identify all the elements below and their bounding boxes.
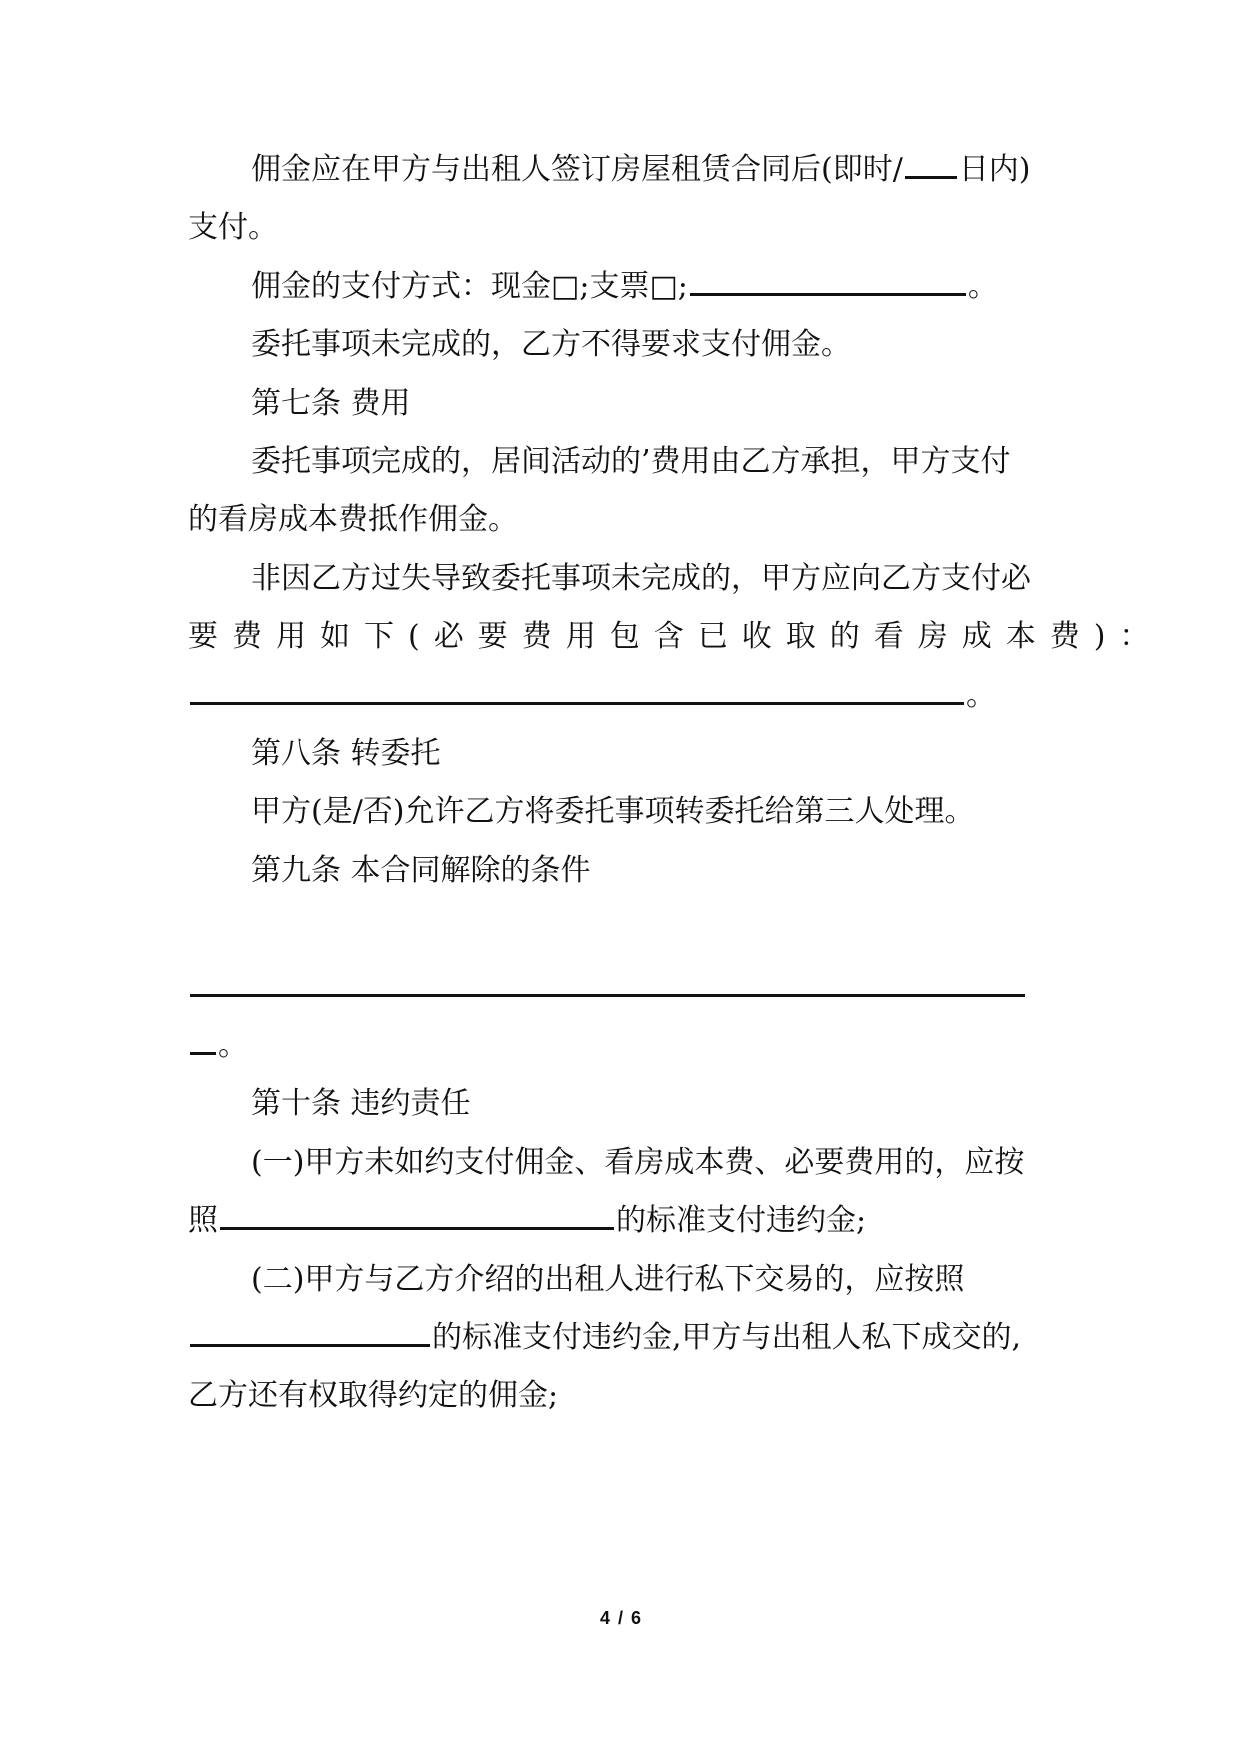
fees-para-line1: 委托事项完成的，居间活动的’费用由乙方承担，甲方支付 bbox=[251, 444, 1011, 479]
necessary-fees-line1: 非因乙方过失导致委托事项未完成的，甲方应向乙方支付必 bbox=[251, 561, 1031, 596]
fees-para-line2: 的看房成本费抵作佣金。 bbox=[188, 502, 518, 537]
commission-timing-line2: 支付。 bbox=[188, 210, 278, 245]
page-total: 6 bbox=[631, 1608, 642, 1628]
article-8-title: 第八条 转委托 bbox=[251, 736, 441, 771]
article-7-title: 第七条 费用 bbox=[251, 386, 411, 421]
commission-timing-tail: 日内) bbox=[958, 152, 1031, 187]
necessary-fees-line2 bbox=[0, 617, 1241, 657]
breach-1-line2 bbox=[0, 1201, 1241, 1241]
termination-blank-1 bbox=[190, 978, 1025, 997]
payment-method-line bbox=[0, 267, 1241, 307]
necessary-fees-tail: 。 bbox=[966, 678, 996, 713]
breach-1-tail: 的标准支付违约金; bbox=[616, 1203, 867, 1238]
necessary-fees-text: 要费用如下(必要费用包含已收取的看房成本费)： bbox=[188, 619, 1164, 654]
payment-method-tail: 。 bbox=[967, 269, 998, 304]
termination-conditions-line2 bbox=[0, 1026, 1241, 1066]
subdelegation-text: 甲方(是/否)允许乙方将委托事项转委托给第三人处理。 bbox=[251, 794, 975, 829]
payment-method-text: 佣金的支付方式：现金□;支票□; bbox=[251, 269, 688, 304]
incomplete-no-commission: 委托事项未完成的，乙方不得要求支付佣金。 bbox=[251, 327, 851, 362]
breach-1-blank bbox=[220, 1211, 614, 1230]
termination-tail: 。 bbox=[218, 1028, 248, 1063]
article-9-title: 第九条 本合同解除的条件 bbox=[251, 853, 591, 888]
article-10-title: 第十条 违约责任 bbox=[251, 1086, 471, 1121]
breach-2-line3: 乙方还有权取得约定的佣金; bbox=[188, 1378, 559, 1413]
commission-timing-text: 佣金应在甲方与出租人签订房屋租赁合同后(即时/ bbox=[251, 152, 903, 187]
breach-2-line2 bbox=[0, 1318, 1241, 1358]
necessary-fees-blank bbox=[190, 686, 964, 705]
page-number bbox=[0, 1608, 1241, 1629]
days-blank bbox=[905, 160, 957, 179]
breach-2-line1: (二)甲方与乙方介绍的出租人进行私下交易的，应按照 bbox=[251, 1262, 965, 1297]
payment-method-blank bbox=[690, 277, 966, 296]
breach-2-tail: 的标准支付违约金,甲方与出租人私下成交的, bbox=[432, 1320, 1022, 1355]
necessary-fees-line3 bbox=[0, 676, 1241, 716]
termination-blank-2 bbox=[190, 1036, 216, 1055]
commission-timing-line1 bbox=[0, 150, 1241, 190]
breach-1-head: 照 bbox=[188, 1203, 218, 1238]
breach-2-blank bbox=[190, 1328, 430, 1347]
breach-1-line1: (一)甲方未如约支付佣金、看房成本费、必要费用的，应按 bbox=[251, 1145, 1025, 1180]
page-separator: / bbox=[617, 1608, 623, 1628]
termination-conditions-line1 bbox=[0, 968, 1241, 1008]
page-current: 4 bbox=[599, 1608, 610, 1628]
